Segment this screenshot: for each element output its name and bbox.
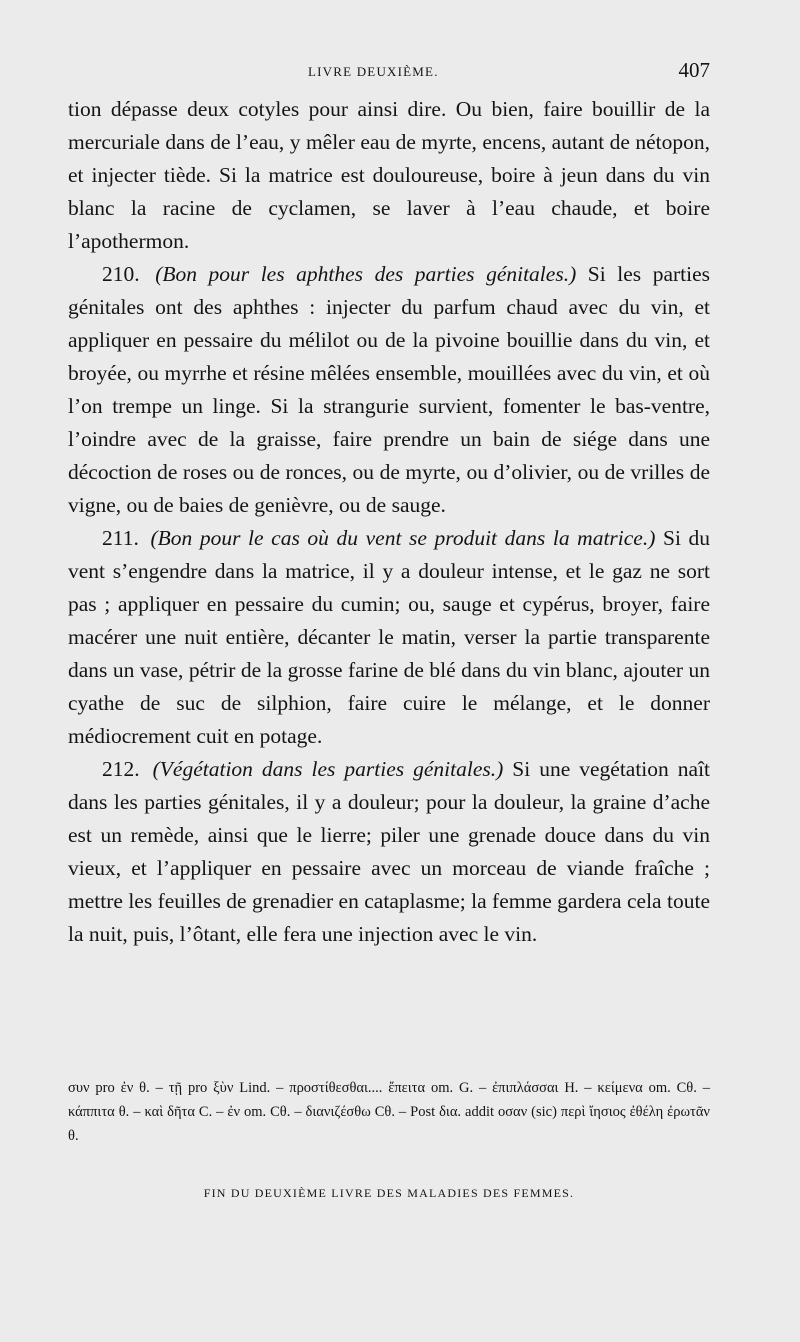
paragraph-211	[68, 522, 710, 753]
paragraph-number: 210.	[102, 262, 140, 286]
paragraph-text: Si du vent s’engendre dans la matrice, il y a douleur intense, et le gaz ne sort pas ; appliquer en pessaire du cumin; ou, sauge et cypérus, broyer, faire macérer une nuit entière, décanter le matin, verser la partie transparente dans un vase, pétrir de la grosse farine de blé dans du vin blanc, ajouter un cyathe de suc de silphion, faire cuire le mélange, et le donner médiocrement cuit en potage.	[68, 526, 711, 748]
running-title: LIVRE DEUXIÈME.	[308, 64, 439, 79]
paragraph-210	[68, 258, 710, 522]
paragraph-number: 212.	[102, 757, 140, 781]
paragraph-title: (Bon pour le cas où du vent se produit dans la matrice.)	[150, 526, 656, 550]
paragraph-text: Si une vegétation naît dans les parties génitales, il y a douleur; pour la douleur, la graine d’ache est un remède, ainsi que le lierre; piler une grenade douce dans du vin vieux, et l’appliquer en pessaire avec un morceau de viande fraîche ; mettre les feuilles de grenadier en cataplasme; la femme gardera cela toute la nuit, puis, l’ôtant, elle fera une injection avec le vin.	[68, 757, 711, 946]
paragraph-title: (Végétation dans les parties génitales.)	[152, 757, 504, 781]
paragraph-continuation	[68, 93, 710, 258]
paragraph-title: (Bon pour les aphthes des parties génitales.)	[155, 262, 577, 286]
body-text	[68, 93, 710, 951]
paragraph-212	[68, 753, 710, 951]
footnote-apparatus: συν pro ἐν θ. – τῇ pro ξὺν Lind. – προστίθεσθαι.... ἔπειτα om. G. – ἐπιπλάσσαι H. – κείμενα om. Cθ. – κάππιτα θ. – καὶ δῆτα C. – ἐν om. Cθ. – διανιζέσθω Cθ. – Post δια. addit οσαν (sic) περὶ ἴησιος ἐθέλη ἐρωτᾶν θ.	[68, 1080, 710, 1144]
paragraph-text: tion dépasse deux cotyles pour ainsi dire. Ou bien, faire bouillir de la mercuriale dans de l’eau, y mêler eau de myrte, encens, autant de nétopon, et injecter tiède. Si la matrice est douloureuse, boire à jeun dans du vin blanc la racine de cyclamen, se laver à l’eau chaude, et boire l’apothermon.	[68, 97, 710, 253]
paragraph-text: Si les parties génitales ont des aphthes : injecter du parfum chaud avec du vin, et appliquer en pessaire du mélilot ou de la pivoine bouillie dans du vin, et broyée, ou myrrhe et résine mêlées ensemble, mouillées avec du vin, et où l’on trempe un linge. Si la strangurie survient, fomenter le bas-ventre, l’oindre avec de la graisse, faire prendre un bain de siége dans une décoction de roses ou de ronces, ou de myrte, ou d’olivier, ou de vrilles de vigne, ou de baies de genièvre, ou de sauge.	[68, 262, 711, 517]
running-head	[68, 58, 710, 92]
end-of-book-mark: FIN DU DEUXIÈME LIVRE DES MALADIES DES FEMMES.	[203, 1186, 575, 1200]
page-number: 407	[678, 58, 710, 82]
paragraph-number: 211.	[102, 526, 139, 550]
